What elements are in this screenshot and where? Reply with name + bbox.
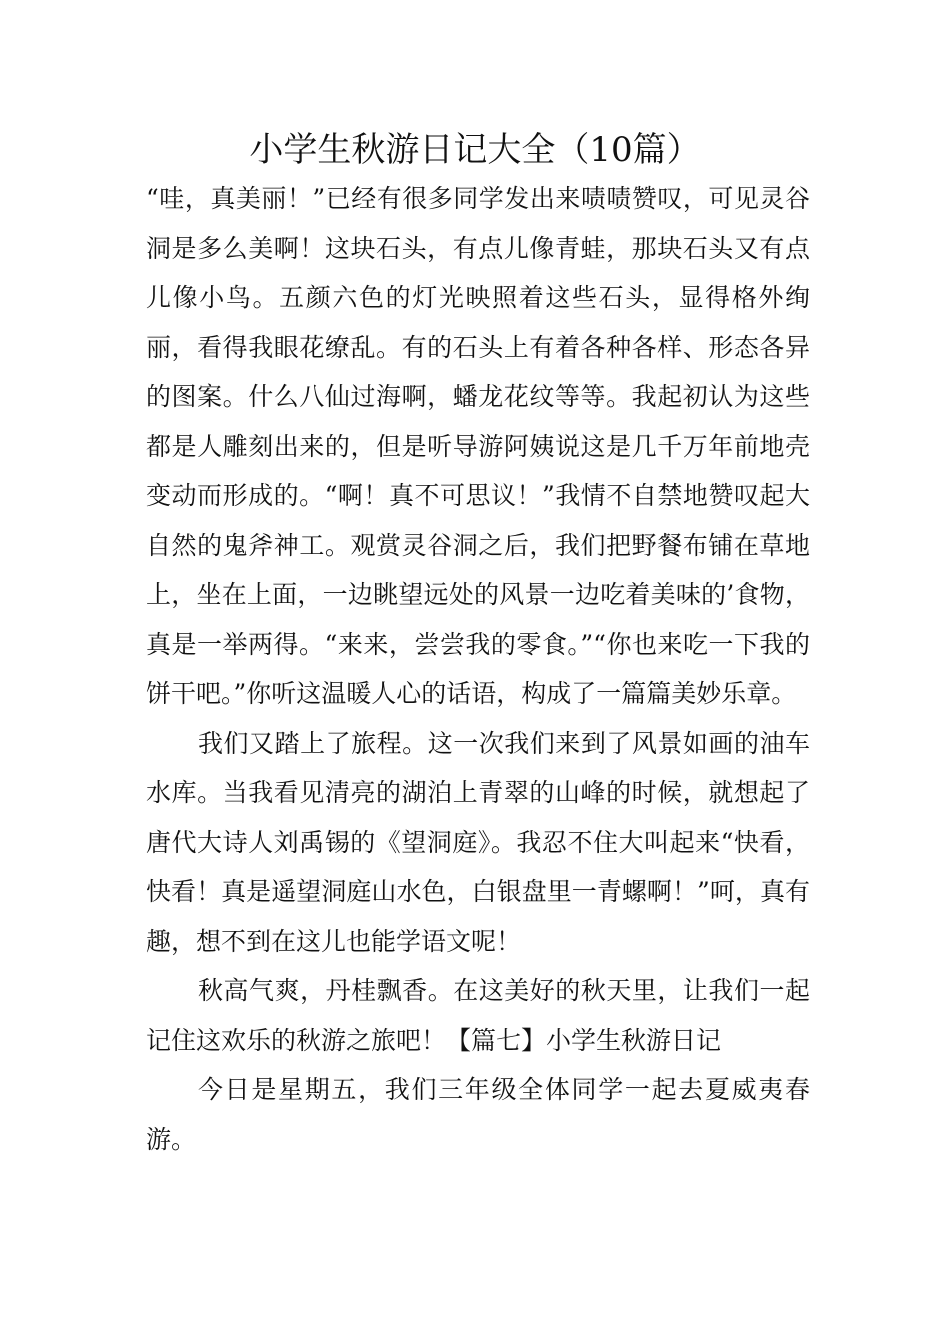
- paragraph: 我们又踏上了旅程。这一次我们来到了风景如画的油车水库。当我看见清亮的湖泊上青翠的山峰的时候，就想起了唐代大诗人刘禹锡的《望洞庭》。我忍不住大叫起来“快看，快看！真是遥望洞庭山水色，白银盘里一青螺啊！”呵，真有趣，想不到在这儿也能学语文呢！: [146, 728, 810, 956]
- document-body: [146, 174, 810, 1164]
- paragraph: 秋高气爽，丹桂飘香。在这美好的秋天里，让我们一起记住这欢乐的秋游之旅吧！【篇七】小学生秋游日记: [146, 976, 810, 1055]
- paragraph: “哇，真美丽！”已经有很多同学发出来啧啧赞叹，可见灵谷洞是多么美啊！这块石头，有点儿像青蛙，那块石头又有点儿像小鸟。五颜六色的灯光映照着这些石头，显得格外绚丽，看得我眼花缭乱。有的石头上有着各种各样、形态各异的图案。什么八仙过海啊，蟠龙花纹等等。我起初认为这些都是人雕刻出来的，但是听导游阿姨说这是几千万年前地壳变动而形成的。“啊！真不可思议！”我情不自禁地赞叹起大自然的鬼斧神工。观赏灵谷洞之后，我们把野餐布铺在草地上，坐在上面，一边眺望远处的风景一边吃着美味的’食物，真是一举两得。“来来，尝尝我的零食。”“你也来吃一下我的饼干吧。”你听这温暖人心的话语，构成了一篇篇美妙乐章。: [146, 184, 810, 708]
- paragraph: 今日是星期五，我们三年级全体同学一起去夏威夷春游。: [146, 1075, 810, 1154]
- document-title: 小学生秋游日记大全（10篇）: [249, 130, 701, 170]
